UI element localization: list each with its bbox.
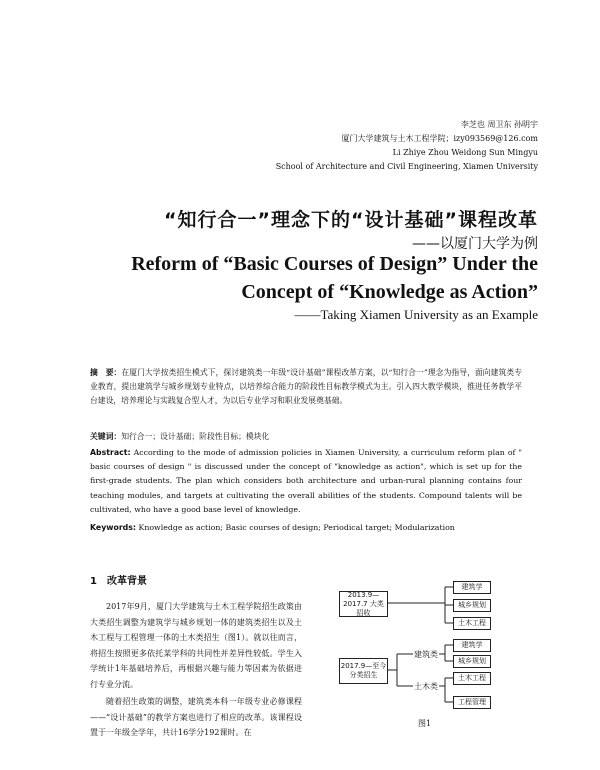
box-architecture-2: 建筑学 (453, 639, 491, 652)
section-heading: 1 改革背景 (90, 576, 147, 587)
figure-1 (335, 575, 505, 715)
abstract-cn-label: 摘 要： (90, 368, 122, 377)
box-urban-planning-2: 城乡规划 (453, 655, 491, 668)
section-paragraph-1: 2017年9月，厦门大学建筑与土木工程学院招生政策由大类招生调整为建筑学与城乡规划一体的建筑类招生以及土木工程与工程管理一体的土木类招生（图1）。就以往而言，将招生按照更多依托某学科的共同性并差异性较低。学生入学统计1年基础培养后，再根据兴趣与能力等因素为依据进行专业分流。 (90, 602, 302, 689)
title-cn: “知行合一”理念下的“设计基础”课程改革 (164, 209, 538, 231)
author-names-cn: 李芝也 周卫东 孙明宇 (460, 120, 538, 129)
title-en: Reform of “Basic Courses of Design” Under the Concept of “Knowledge as Action” (131, 253, 538, 303)
keywords-cn-label: 关键词： (90, 432, 122, 441)
abstract-en (90, 446, 522, 517)
box-architecture-1: 建筑学 (453, 581, 491, 594)
abstract-en-text: According to the mode of admission policies in Xiamen University, a curriculum reform plan of " basic courses of design " is discussed under the concept of "knowledge as action", which is set up for the first-grade students. The plan which considers both architecture and urban-rural planning contains four teaching modules, and targets at cultivating the overall abilities of the students. Compound talents will be cultivated, who have a good base level of knowledge. (90, 448, 522, 514)
section-paragraph-2: 随着招生政策的调整，建筑类本科一年级专业必修课程——“设计基础”的教学方案也进行了相应的改革。该课程设置于一年级全学年，共计16学分192课时。在 (90, 697, 302, 738)
keywords-en-label: Keywords: (90, 523, 137, 532)
box-civil-engineering-2: 土木工程 (453, 672, 491, 685)
figure-caption: 图1 (418, 719, 432, 728)
box-civil-engineering-1: 土木工程 (453, 617, 491, 630)
abstract-cn-text: 在厦门大学按类招生模式下，探讨建筑类一年级“设计基础”课程改革方案，以“知行合一”理念为指导，面向建筑类专业教育，提出建筑学与城乡规划专业特点，以培养综合能力的阶段性目标教学模式为主。引入四大教学模块，推进任务教学平台建设，培养理论与实践复合型人才，为以后专业学习和职业发展奠基础。 (90, 368, 522, 406)
box-urban-planning-1: 城乡规划 (453, 599, 491, 612)
author-names-en: Li Zhiye Zhou Weidong Sun Mingyu (392, 148, 538, 157)
keywords-cn (90, 430, 522, 444)
author-affiliation-cn: 厦门大学建筑与土木工程学院；izy093569@126.com (341, 134, 538, 143)
subtitle-cn: ——以厦门大学为例 (412, 236, 538, 252)
label-civil-category: 土木类 (414, 682, 438, 691)
author-block (276, 118, 538, 174)
box-general-admission: 2013.9—2017.7 大类招收 (339, 591, 388, 617)
keywords-cn-text: 知行合一；设计基础；阶段性目标；模块化 (121, 432, 270, 441)
label-architecture-category: 建筑类 (414, 650, 438, 659)
box-engineering-management: 工程管理 (453, 696, 491, 709)
box-category-admission: 2017.9—至今 分类招生 (339, 658, 388, 684)
abstract-cn (90, 366, 522, 409)
subtitle-en: ——Taking Xiamen University as an Example (294, 307, 538, 322)
keywords-en (90, 521, 522, 535)
abstract-en-label: Abstract: (90, 448, 131, 457)
keywords-en-text: Knowledge as action; Basic courses of design; Periodical target; Modularization (138, 523, 455, 532)
author-affiliation-en: School of Architecture and Civil Engineering, Xiamen University (275, 162, 538, 171)
